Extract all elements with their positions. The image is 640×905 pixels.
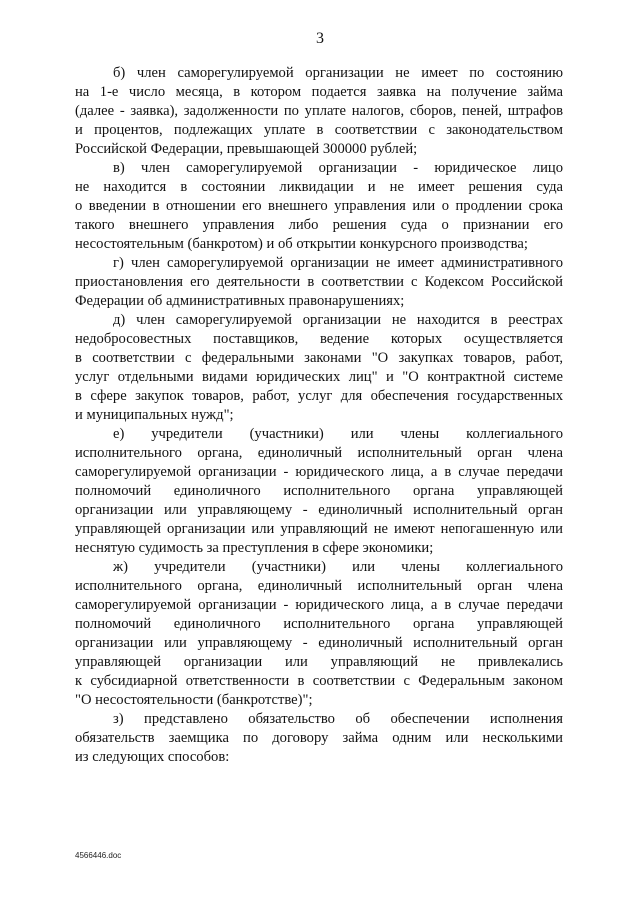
paragraph-g (75, 254, 563, 311)
text-line: и муниципальных нужд"; (75, 407, 234, 423)
text-line: "О несостоятельности (банкротстве)"; (75, 692, 313, 708)
text-line: в) член саморегулируемой организации - юридическое лицо (113, 160, 563, 176)
text-line: в сфере закупок товаров, работ, услуг для обеспечения государственных (75, 388, 563, 404)
text-line: недобросовестных поставщиков, ведение которых осуществляется (75, 331, 563, 347)
text-line: неснятую судимость за преступления в сфере экономики; (75, 540, 434, 556)
text-line: б) член саморегулируемой организации не имеет по состоянию (113, 65, 563, 81)
text-line: ж) учредители (участники) или члены коллегиального (113, 559, 563, 575)
text-line: д) член саморегулируемой организации не находится в реестрах (113, 312, 563, 328)
text-line: исполнительного органа, единоличный исполнительный орган члена (75, 578, 563, 594)
text-line: е) учредители (участники) или члены коллегиального (113, 426, 563, 442)
text-line: из следующих способов: (75, 749, 230, 765)
text-line: организации или управляющему - единоличный исполнительный орган (75, 502, 563, 518)
paragraph-b (75, 64, 563, 159)
text-line: несостоятельным (банкротом) и об открытии конкурсного производства; (75, 236, 528, 252)
paragraph-v (75, 159, 563, 254)
paragraph-z (75, 710, 563, 767)
text-line: не находится в состоянии ликвидации и не имеет решения суда (75, 179, 563, 195)
text-line: саморегулируемой организации - юридического лица, а в случае передачи (75, 464, 563, 480)
document-file-code: 4566446.doc (75, 851, 122, 860)
page-number: 3 (316, 30, 324, 47)
text-line: Федерации об административных правонарушениях; (75, 293, 405, 309)
paragraph-zh (75, 558, 563, 710)
text-line: к субсидиарной ответственности в соответствии с Федеральным законом (75, 673, 563, 689)
paragraph-d (75, 311, 563, 425)
document-body (75, 64, 563, 767)
text-line: полномочий единоличного исполнительного органа управляющей (75, 483, 563, 499)
text-line: услуг отдельными видами юридических лиц" и "О контрактной системе (75, 369, 563, 385)
text-line: управляющей организации или управляющий не имеют непогашенную или (75, 521, 563, 537)
text-line: обязательств заемщика по договору займа одним или несколькими (75, 730, 563, 746)
text-line: полномочий единоличного исполнительного органа управляющей (75, 616, 563, 632)
text-line: о введении в отношении его внешнего управления или о продлении срока (75, 198, 563, 214)
text-line: организации или управляющему - единоличный исполнительный орган (75, 635, 563, 651)
text-line: такого внешнего управления либо решения суда о признании его (75, 217, 563, 233)
text-line: Российской Федерации, превышающей 300000 рублей; (75, 141, 418, 157)
text-line: приостановления его деятельности в соответствии с Кодексом Российской (75, 274, 563, 290)
text-line: г) член саморегулируемой организации не имеет административного (113, 255, 563, 271)
text-line: и процентов, подлежащих уплате в соответствии с законодательством (75, 122, 563, 138)
text-line: (далее - заявка), задолженности по уплате налогов, сборов, пеней, штрафов (75, 103, 563, 119)
text-line: саморегулируемой организации - юридического лица, а в случае передачи (75, 597, 563, 613)
text-line: з) представлено обязательство об обеспечении исполнения (113, 711, 563, 727)
text-line: на 1-е число месяца, в котором подается заявка на получение займа (75, 84, 563, 100)
text-line: исполнительного органа, единоличный исполнительный орган члена (75, 445, 563, 461)
paragraph-e (75, 425, 563, 558)
text-line: в соответствии с федеральными законами "О закупках товаров, работ, (75, 350, 563, 366)
text-line: управляющей организации или управляющий не привлекались (75, 654, 563, 670)
